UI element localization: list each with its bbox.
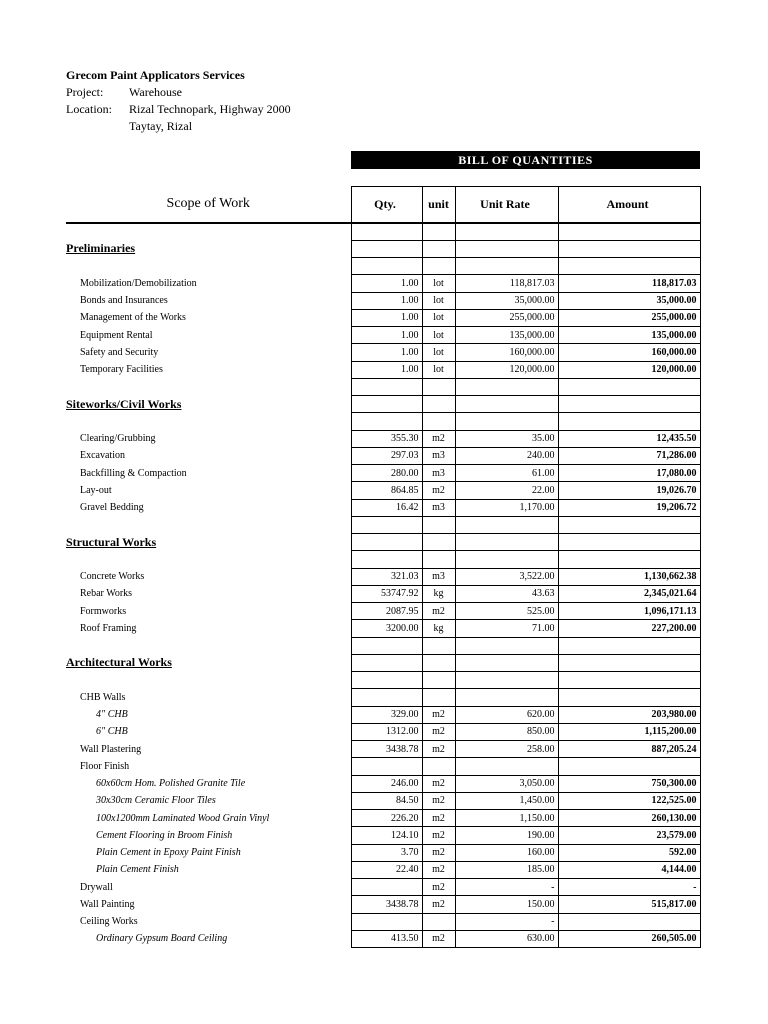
cell-unit-rate: 71.00 (455, 620, 558, 637)
table-row (66, 620, 700, 637)
cell-description: 30x30cm Ceramic Floor Tiles (96, 795, 216, 807)
cell-unit: m3 (422, 447, 455, 464)
cell-unit-rate: 620.00 (455, 706, 558, 723)
cell-unit-rate: 240.00 (455, 447, 558, 464)
cell-unit-rate: 258.00 (455, 741, 558, 758)
cell-unit: m3 (422, 465, 455, 482)
cell-description (66, 258, 351, 275)
cell-unit: m2 (422, 741, 455, 758)
cell-amount (558, 240, 700, 257)
table-header-row (66, 187, 700, 224)
cell-unit: m3 (422, 499, 455, 516)
cell-qty: 1.00 (351, 361, 422, 378)
cell-description: Ordinary Gypsum Board Ceiling (96, 933, 228, 945)
cell-unit-rate: 135,000.00 (455, 327, 558, 344)
cell-qty: 226.20 (351, 810, 422, 827)
cell-unit: lot (422, 361, 455, 378)
cell-amount: 19,026.70 (558, 482, 700, 499)
cell-unit: m2 (422, 844, 455, 861)
cell-unit: m2 (422, 810, 455, 827)
cell-unit-rate (455, 396, 558, 413)
cell-qty: 3438.78 (351, 896, 422, 913)
cell-qty: 329.00 (351, 706, 422, 723)
cell-unit-rate (455, 223, 558, 240)
cell-unit-rate (455, 534, 558, 551)
cell-unit-rate: 118,817.03 (455, 275, 558, 292)
cell-qty (351, 551, 422, 568)
cell-qty: 355.30 (351, 430, 422, 447)
cell-unit-rate: - (455, 913, 558, 930)
cell-unit (422, 551, 455, 568)
table-row (66, 344, 700, 361)
cell-amount: 118,817.03 (558, 275, 700, 292)
cell-description: Roof Framing (80, 622, 137, 634)
table-row (66, 275, 700, 292)
cell-description: Wall Painting (80, 898, 135, 910)
cell-unit-rate: 1,450.00 (455, 792, 558, 809)
cell-qty (351, 258, 422, 275)
cell-amount: 1,115,200.00 (558, 723, 700, 740)
blank-row (66, 637, 700, 654)
cell-description: Ceiling Works (80, 916, 138, 928)
cell-description: 4" CHB (96, 709, 128, 721)
cell-unit: lot (422, 292, 455, 309)
cell-description: Bonds and Insurances (80, 295, 168, 307)
cell-description: Mobilization/Demobilization (80, 277, 197, 289)
cell-amount (558, 654, 700, 671)
cell-unit: m2 (422, 879, 455, 896)
cell-description (66, 637, 351, 654)
location-line2: Taytay, Rizal (129, 119, 193, 133)
cell-amount (558, 551, 700, 568)
cell-qty (351, 689, 422, 706)
boq-table (66, 186, 701, 948)
cell-unit (422, 240, 455, 257)
cell-amount (558, 413, 700, 430)
cell-qty: 1.00 (351, 309, 422, 326)
location-label: Location: (66, 102, 112, 116)
cell-amount: 1,096,171.13 (558, 603, 700, 620)
table-row (66, 844, 700, 861)
cell-amount (558, 258, 700, 275)
table-row (66, 758, 700, 775)
cell-unit (422, 258, 455, 275)
cell-amount: 17,080.00 (558, 465, 700, 482)
cell-unit-rate (455, 551, 558, 568)
cell-unit: lot (422, 327, 455, 344)
section-title: Structural Works (66, 534, 157, 549)
cell-unit (422, 378, 455, 395)
col-header-qty: Qty. (351, 187, 422, 224)
cell-unit: m3 (422, 568, 455, 585)
table-row (66, 430, 700, 447)
cell-unit: m2 (422, 706, 455, 723)
cell-qty: 297.03 (351, 447, 422, 464)
cell-description: Rebar Works (80, 588, 133, 600)
cell-unit-rate (455, 516, 558, 533)
table-row (66, 723, 700, 740)
cell-description: Temporary Facilities (80, 364, 163, 376)
cell-qty: 1.00 (351, 344, 422, 361)
cell-description (66, 516, 351, 533)
cell-unit: m2 (422, 861, 455, 878)
cell-amount: 23,579.00 (558, 827, 700, 844)
col-header-unit-rate: Unit Rate (455, 187, 558, 224)
cell-qty (351, 758, 422, 775)
cell-amount: 12,435.50 (558, 430, 700, 447)
cell-description: Excavation (80, 450, 125, 462)
cell-description: CHB Walls (80, 691, 126, 703)
cell-description: 6" CHB (96, 726, 128, 738)
table-row (66, 585, 700, 602)
cell-unit-rate: 3,522.00 (455, 568, 558, 585)
cell-qty (351, 396, 422, 413)
cell-description: Plain Cement in Epoxy Paint Finish (96, 847, 241, 859)
cell-unit-rate: 160,000.00 (455, 344, 558, 361)
cell-qty (351, 240, 422, 257)
cell-description (66, 551, 351, 568)
cell-description: Concrete Works (80, 571, 145, 583)
cell-unit: m2 (422, 827, 455, 844)
cell-description: Drywall (80, 881, 113, 893)
bill-of-quantities-title: BILL OF QUANTITIES (351, 151, 700, 169)
cell-unit: kg (422, 620, 455, 637)
cell-qty: 1312.00 (351, 723, 422, 740)
cell-qty: 84.50 (351, 792, 422, 809)
cell-unit-rate: 22.00 (455, 482, 558, 499)
cell-unit: m2 (422, 430, 455, 447)
cell-amount: 260,505.00 (558, 930, 700, 947)
cell-amount (558, 396, 700, 413)
cell-qty: 22.40 (351, 861, 422, 878)
cell-amount: 887,205.24 (558, 741, 700, 758)
cell-qty (351, 378, 422, 395)
col-header-unit: unit (422, 187, 455, 224)
cell-unit: lot (422, 344, 455, 361)
cell-amount: 4,144.00 (558, 861, 700, 878)
section-row (66, 654, 700, 671)
cell-unit (422, 534, 455, 551)
cell-unit (422, 654, 455, 671)
section-row (66, 396, 700, 413)
cell-qty (351, 516, 422, 533)
cell-unit-rate (455, 378, 558, 395)
cell-unit: kg (422, 585, 455, 602)
cell-amount: 2,345,021.64 (558, 585, 700, 602)
cell-unit-rate: 35,000.00 (455, 292, 558, 309)
cell-amount (558, 223, 700, 240)
cell-qty: 1.00 (351, 292, 422, 309)
cell-qty: 1.00 (351, 275, 422, 292)
cell-amount: 71,286.00 (558, 447, 700, 464)
cell-unit (422, 223, 455, 240)
cell-unit-rate (455, 672, 558, 689)
cell-unit-rate (455, 654, 558, 671)
cell-unit-rate: 3,050.00 (455, 775, 558, 792)
cell-qty (351, 534, 422, 551)
cell-unit: m2 (422, 896, 455, 913)
cell-qty (351, 637, 422, 654)
table-row (66, 361, 700, 378)
blank-row (66, 378, 700, 395)
cell-qty: 280.00 (351, 465, 422, 482)
col-header-scope: Scope of Work (66, 187, 351, 224)
cell-amount (558, 378, 700, 395)
table-row (66, 327, 700, 344)
cell-qty: 16.42 (351, 499, 422, 516)
cell-description (66, 378, 351, 395)
cell-unit-rate (455, 637, 558, 654)
cell-unit-rate: 850.00 (455, 723, 558, 740)
cell-qty: 864.85 (351, 482, 422, 499)
cell-qty (351, 879, 422, 896)
cell-qty: 3.70 (351, 844, 422, 861)
company-name: Grecom Paint Applicators Services (66, 68, 245, 82)
cell-unit-rate: 255,000.00 (455, 309, 558, 326)
section-row (66, 240, 700, 257)
cell-description: Lay-out (80, 484, 112, 496)
table-row (66, 930, 700, 947)
cell-description (66, 223, 351, 240)
cell-amount: 120,000.00 (558, 361, 700, 378)
cell-qty (351, 223, 422, 240)
cell-unit-rate (455, 258, 558, 275)
cell-unit: m2 (422, 930, 455, 947)
cell-unit (422, 672, 455, 689)
cell-amount (558, 672, 700, 689)
cell-description: Backfilling & Compaction (80, 467, 187, 479)
cell-amount (558, 913, 700, 930)
cell-qty: 321.03 (351, 568, 422, 585)
cell-unit-rate: 1,170.00 (455, 499, 558, 516)
table-row (66, 465, 700, 482)
project-label: Project: (66, 85, 104, 99)
table-row (66, 775, 700, 792)
cell-qty: 3438.78 (351, 741, 422, 758)
blank-row (66, 672, 700, 689)
cell-description: Floor Finish (80, 760, 130, 772)
cell-amount: 19,206.72 (558, 499, 700, 516)
cell-amount: 135,000.00 (558, 327, 700, 344)
table-row (66, 689, 700, 706)
cell-amount: 255,000.00 (558, 309, 700, 326)
cell-amount: 122,525.00 (558, 792, 700, 809)
cell-amount: 515,817.00 (558, 896, 700, 913)
col-header-amount: Amount (558, 187, 700, 224)
cell-qty (351, 672, 422, 689)
cell-unit-rate: - (455, 879, 558, 896)
location-line1: Rizal Technopark, Highway 2000 (129, 102, 291, 116)
cell-unit: m2 (422, 603, 455, 620)
cell-unit-rate: 61.00 (455, 465, 558, 482)
project-value: Warehouse (129, 85, 183, 99)
cell-unit-rate (455, 240, 558, 257)
cell-unit: lot (422, 309, 455, 326)
table-row (66, 482, 700, 499)
table-row (66, 706, 700, 723)
table-row (66, 309, 700, 326)
cell-unit-rate: 185.00 (455, 861, 558, 878)
cell-description: Clearing/Grubbing (80, 433, 156, 445)
table-row (66, 292, 700, 309)
table-row (66, 913, 700, 930)
cell-qty: 3200.00 (351, 620, 422, 637)
table-row (66, 499, 700, 516)
blank-row (66, 223, 700, 240)
cell-amount: 750,300.00 (558, 775, 700, 792)
cell-unit (422, 758, 455, 775)
cell-unit-rate: 630.00 (455, 930, 558, 947)
cell-unit (422, 913, 455, 930)
cell-unit-rate: 1,150.00 (455, 810, 558, 827)
cell-amount: 160,000.00 (558, 344, 700, 361)
cell-unit: lot (422, 275, 455, 292)
cell-unit-rate: 43.63 (455, 585, 558, 602)
cell-unit (422, 516, 455, 533)
cell-amount (558, 689, 700, 706)
cell-unit: m2 (422, 792, 455, 809)
cell-description: Wall Plastering (80, 743, 142, 755)
cell-qty: 53747.92 (351, 585, 422, 602)
cell-unit (422, 396, 455, 413)
table-row (66, 810, 700, 827)
cell-unit-rate: 160.00 (455, 844, 558, 861)
cell-description (66, 672, 351, 689)
cell-unit-rate (455, 413, 558, 430)
cell-description: Plain Cement Finish (96, 864, 179, 876)
blank-row (66, 258, 700, 275)
cell-amount (558, 516, 700, 533)
cell-description: Equipment Rental (80, 329, 153, 341)
table-row (66, 896, 700, 913)
cell-qty (351, 413, 422, 430)
cell-amount (558, 534, 700, 551)
table-row (66, 568, 700, 585)
table-row (66, 741, 700, 758)
cell-description: Cement Flooring in Broom Finish (96, 829, 233, 841)
table-row (66, 879, 700, 896)
cell-unit-rate: 35.00 (455, 430, 558, 447)
cell-unit-rate: 190.00 (455, 827, 558, 844)
cell-unit-rate: 150.00 (455, 896, 558, 913)
cell-description: Safety and Security (80, 346, 159, 358)
cell-unit: m2 (422, 482, 455, 499)
cell-amount: 227,200.00 (558, 620, 700, 637)
table-row (66, 447, 700, 464)
blank-row (66, 413, 700, 430)
cell-unit-rate (455, 689, 558, 706)
cell-unit (422, 637, 455, 654)
cell-amount: 260,130.00 (558, 810, 700, 827)
table-row (66, 792, 700, 809)
cell-description: Management of the Works (80, 312, 186, 324)
blank-row (66, 551, 700, 568)
cell-description: Formworks (80, 605, 127, 617)
section-title: Siteworks/Civil Works (66, 396, 182, 411)
cell-amount: 35,000.00 (558, 292, 700, 309)
cell-unit-rate: 525.00 (455, 603, 558, 620)
cell-description: 60x60cm Hom. Polished Granite Tile (96, 778, 246, 790)
table-row (66, 603, 700, 620)
cell-qty (351, 913, 422, 930)
table-row (66, 827, 700, 844)
cell-description (66, 413, 351, 430)
cell-amount: - (558, 879, 700, 896)
cell-qty: 246.00 (351, 775, 422, 792)
cell-description: Gravel Bedding (80, 502, 144, 514)
section-title: Architectural Works (66, 655, 172, 670)
cell-unit: m2 (422, 775, 455, 792)
cell-amount: 592.00 (558, 844, 700, 861)
cell-qty: 413.50 (351, 930, 422, 947)
section-row (66, 534, 700, 551)
cell-unit (422, 413, 455, 430)
blank-row (66, 516, 700, 533)
cell-amount (558, 637, 700, 654)
cell-amount: 203,980.00 (558, 706, 700, 723)
cell-qty (351, 654, 422, 671)
cell-unit (422, 689, 455, 706)
cell-unit: m2 (422, 723, 455, 740)
cell-description: 100x1200mm Laminated Wood Grain Vinyl (96, 812, 270, 824)
cell-amount: 1,130,662.38 (558, 568, 700, 585)
cell-qty: 1.00 (351, 327, 422, 344)
cell-qty: 2087.95 (351, 603, 422, 620)
section-title: Preliminaries (66, 241, 136, 256)
table-row (66, 861, 700, 878)
cell-unit-rate (455, 758, 558, 775)
cell-qty: 124.10 (351, 827, 422, 844)
cell-amount (558, 758, 700, 775)
cell-unit-rate: 120,000.00 (455, 361, 558, 378)
